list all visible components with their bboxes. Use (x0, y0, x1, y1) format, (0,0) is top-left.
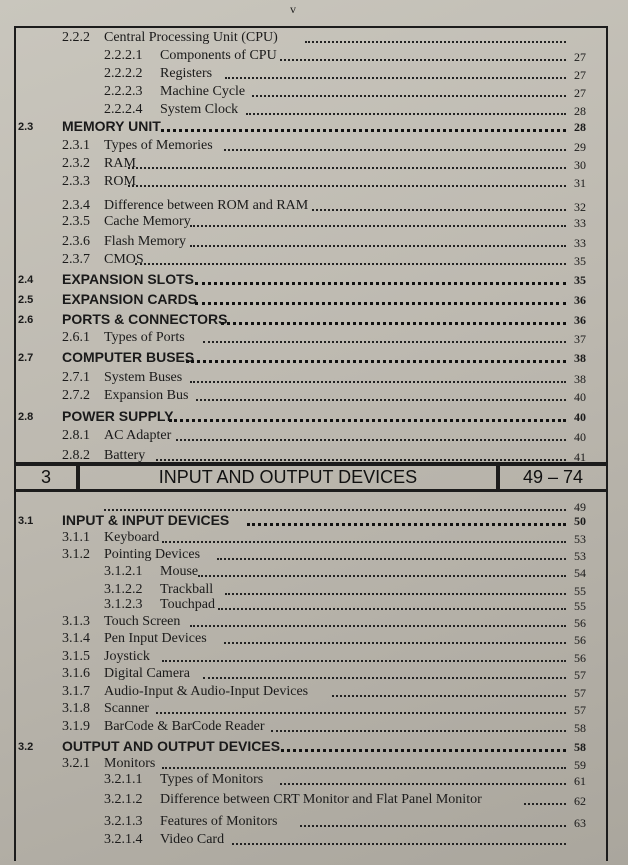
toc-leader-dots (196, 399, 566, 401)
toc-row (0, 370, 628, 390)
toc-leader-dots (195, 282, 566, 285)
toc-row (0, 48, 628, 68)
toc-entry-number: 2.2.2.3 (104, 84, 143, 99)
toc-entry-number: 2.6.1 (62, 330, 90, 345)
toc-entry-number: 2.3.2 (62, 156, 90, 171)
toc-row (0, 388, 628, 408)
toc-entry-title: Video Card (160, 832, 225, 847)
toc-entry-title: Trackball (160, 582, 214, 597)
toc-leader-dots (190, 381, 566, 383)
toc-page-number: 59 (574, 758, 586, 772)
toc-page-number: 56 (574, 616, 586, 630)
toc-section-number: 3.2 (18, 741, 34, 753)
toc-leader-dots (280, 59, 566, 61)
toc-entry-number: 3.1.2 (62, 547, 90, 562)
toc-entry-number: 2.2.2.4 (104, 102, 143, 117)
toc-page-number: 54 (574, 566, 586, 580)
toc-leader-dots (128, 185, 566, 187)
toc-row (0, 291, 628, 311)
toc-leader-dots (162, 660, 566, 662)
toc-entry-title: Machine Cycle (160, 84, 246, 99)
toc-page-number: 37 (574, 332, 586, 346)
toc-leader-dots (281, 749, 566, 752)
toc-page-number: 36 (574, 293, 586, 307)
toc-entry-number: 2.7.2 (62, 388, 90, 403)
toc-row (0, 214, 628, 234)
toc-entry-number: 2.3.4 (62, 198, 90, 213)
page-roman-number: v (290, 2, 296, 16)
toc-row (0, 252, 628, 272)
toc-row (0, 330, 628, 350)
toc-leader-dots (224, 642, 566, 644)
toc-entry-number: 2.3.5 (62, 214, 90, 229)
toc-entry-number: 2.3.1 (62, 138, 90, 153)
toc-entry-title: Monitors (104, 756, 156, 771)
toc-row (0, 174, 628, 194)
toc-entry-title: Keyboard (104, 530, 160, 545)
toc-page-number: 62 (574, 794, 586, 808)
toc-entry-number: 2.8.2 (62, 448, 90, 463)
toc-leader-dots (225, 77, 566, 79)
toc-leader-dots (135, 263, 566, 265)
toc-row (0, 311, 628, 331)
toc-row (0, 814, 628, 834)
toc-page-number: 30 (574, 158, 586, 172)
toc-row (0, 156, 628, 176)
toc-entry-number: 2.2.2.1 (104, 48, 143, 63)
toc-entry-number: 3.2.1.2 (104, 792, 143, 807)
toc-entry-title: Digital Camera (104, 666, 190, 681)
toc-leader-dots (203, 677, 566, 679)
toc-leader-dots (247, 523, 566, 526)
toc-row (0, 428, 628, 448)
toc-page-number: 58 (574, 740, 586, 754)
toc-row (0, 512, 628, 532)
toc-entry-number: 3.1.4 (62, 631, 90, 646)
toc-page-number: 31 (574, 176, 586, 190)
toc-leader-dots (300, 825, 566, 827)
toc-section-number: 2.7 (18, 352, 34, 364)
toc-entry-number: 3.1.1 (62, 530, 90, 545)
toc-page-number: 28 (574, 120, 586, 134)
toc-row (0, 564, 628, 584)
toc-leader-dots (190, 225, 566, 227)
toc-entry-number: 3.1.2.1 (104, 564, 143, 579)
toc-entry-number: 3.1.8 (62, 701, 90, 716)
toc-entry-title: Mouse (160, 564, 199, 579)
toc-page-number: 27 (574, 50, 586, 64)
toc-row (0, 738, 628, 758)
toc-row (0, 666, 628, 686)
toc-entry-number: 3.1.9 (62, 719, 90, 734)
toc-page-number: 32 (574, 200, 586, 214)
toc-section-number: 2.5 (18, 294, 34, 306)
toc-page-number: 49 (574, 500, 586, 514)
toc-leader-dots (221, 322, 566, 325)
toc-section-number: 3.1 (18, 515, 34, 527)
toc-entry-number: 2.3.3 (62, 174, 90, 189)
toc-page-number: 41 (574, 450, 586, 464)
toc-section-number: 2.6 (18, 314, 34, 326)
toc-section-number: 2.8 (18, 411, 34, 423)
toc-entry-title: Components of CPU (160, 48, 277, 63)
toc-leader-dots (246, 113, 566, 115)
toc-leader-dots (198, 575, 566, 577)
toc-leader-dots (252, 95, 566, 97)
toc-entry-number: 3.1.2.2 (104, 582, 143, 597)
toc-leader-dots (162, 767, 566, 769)
toc-entry-number: 3.2.1.3 (104, 814, 143, 829)
toc-entry-title: Types of Monitors (160, 772, 264, 787)
toc-page-number: 27 (574, 86, 586, 100)
toc-entry-number: 2.3.6 (62, 234, 90, 249)
toc-page-number: 35 (574, 254, 586, 268)
toc-entry-number: 3.1.7 (62, 684, 90, 699)
toc-section-title: OUTPUT AND OUTPUT DEVICES (62, 738, 281, 754)
toc-page-number: 33 (574, 216, 586, 230)
toc-page-number: 28 (574, 104, 586, 118)
toc-entry-title: Difference between ROM and RAM (104, 198, 309, 213)
toc-row (0, 349, 628, 369)
toc-page-number: 40 (574, 410, 586, 424)
toc-row (0, 701, 628, 721)
toc-entry-title: Touchpad (160, 597, 216, 612)
toc-page-number: 40 (574, 430, 586, 444)
toc-leader-dots (305, 41, 566, 43)
toc-entry-number: 3.2.1.1 (104, 772, 143, 787)
toc-entry-title: ROM (104, 174, 136, 189)
toc-section-title: COMPUTER BUSES (62, 349, 195, 365)
toc-leader-dots (218, 608, 566, 610)
toc-entry-number: 2.3.7 (62, 252, 90, 267)
toc-row (0, 271, 628, 291)
toc-row (0, 719, 628, 739)
toc-row (0, 631, 628, 651)
toc-page-number: 38 (574, 351, 586, 365)
toc-page-number: 40 (574, 390, 586, 404)
toc-entry-number: 2.8.1 (62, 428, 90, 443)
toc-leader-dots (104, 509, 566, 511)
toc-section-title: MEMORY UNIT (62, 118, 161, 134)
toc-leader-dots (156, 712, 566, 714)
toc-entry-number: 3.1.2.3 (104, 597, 143, 612)
toc-entry-title: Scanner (104, 701, 150, 716)
toc-page-number: 56 (574, 651, 586, 665)
toc-page-number: 63 (574, 816, 586, 830)
toc-entry-title: Pointing Devices (104, 547, 201, 562)
toc-entry-title: Types of Ports (104, 330, 185, 345)
toc-section-title: POWER SUPPLY (62, 408, 174, 424)
toc-entry-title: Expansion Bus (104, 388, 189, 403)
toc-row (0, 118, 628, 138)
toc-row (0, 84, 628, 104)
toc-row (0, 792, 628, 812)
toc-row (0, 138, 628, 158)
toc-entry-title: Battery (104, 448, 146, 463)
toc-row (0, 448, 628, 468)
toc-page-number: 57 (574, 668, 586, 682)
toc-section-title: PORTS & CONNECTORS (62, 311, 228, 327)
toc-entry-title: System Buses (104, 370, 183, 385)
toc-leader-dots (190, 625, 566, 627)
toc-entry-title: Pen Input Devices (104, 631, 207, 646)
toc-leader-dots (332, 695, 566, 697)
toc-page-number: 56 (574, 633, 586, 647)
toc-page-number: 53 (574, 549, 586, 563)
toc-section-title: EXPANSION SLOTS (62, 271, 194, 287)
toc-row (0, 832, 628, 852)
toc-section-title: EXPANSION CARDS (62, 291, 198, 307)
toc-page-number: 38 (574, 372, 586, 386)
toc-page-number: 58 (574, 721, 586, 735)
toc-leader-dots (203, 341, 566, 343)
toc-entry-number: 3.2.1.4 (104, 832, 143, 847)
toc-row (0, 66, 628, 86)
toc-entry-title: CMOS (104, 252, 144, 267)
toc-section-number: 2.3 (18, 121, 34, 133)
toc-leader-dots (161, 129, 566, 132)
toc-entry-title: System Clock (160, 102, 239, 117)
toc-page-number: 35 (574, 273, 586, 287)
toc-leader-dots (186, 360, 566, 363)
toc-page-number: 36 (574, 313, 586, 327)
toc-entry-title: Flash Memory (104, 234, 187, 249)
toc-page-number: 29 (574, 140, 586, 154)
toc-entry-title: Central Processing Unit (CPU) (104, 30, 278, 45)
toc-page-number: 33 (574, 236, 586, 250)
toc-row (0, 772, 628, 792)
toc-section-number: 2.4 (18, 274, 34, 286)
chapter-number: 3 (14, 462, 78, 492)
toc-entry-number: 3.1.6 (62, 666, 90, 681)
toc-page-number: 57 (574, 686, 586, 700)
chapter-page-range: 49 – 74 (498, 462, 608, 492)
toc-leader-dots (232, 843, 566, 845)
toc-page-number: 57 (574, 703, 586, 717)
toc-leader-dots (225, 593, 566, 595)
toc-entry-title: Joystick (104, 649, 150, 664)
toc-leader-dots (176, 439, 566, 441)
toc-page-number: 55 (574, 584, 586, 598)
toc-leader-dots (280, 783, 566, 785)
toc-entry-title: Cache Memory (104, 214, 191, 229)
toc-entry-title: Types of Memories (104, 138, 213, 153)
toc-entry-title: Difference between CRT Monitor and Flat Panel Monitor (160, 792, 482, 807)
toc-row (0, 234, 628, 254)
toc-leader-dots (224, 149, 566, 151)
toc-leader-dots (162, 541, 566, 543)
toc-leader-dots (312, 209, 566, 211)
toc-entry-title: Registers (160, 66, 213, 81)
toc-entry-number: 3.1.5 (62, 649, 90, 664)
toc-page-number: 27 (574, 68, 586, 82)
toc-entry-title: RAM (104, 156, 136, 171)
toc-row (0, 30, 628, 50)
toc-row (0, 408, 628, 428)
toc-page-number: 61 (574, 774, 586, 788)
toc-entry-number: 2.2.2.2 (104, 66, 143, 81)
toc-leader-dots (156, 459, 566, 461)
toc-leader-dots (128, 167, 566, 169)
toc-section-title: INPUT & INPUT DEVICES (62, 512, 230, 528)
toc-entry-title: Features of Monitors (160, 814, 278, 829)
toc-leader-dots (169, 419, 566, 422)
toc-entry-title: AC Adapter (104, 428, 172, 443)
chapter-title: INPUT AND OUTPUT DEVICES (78, 462, 498, 492)
toc-entry-number: 2.2.2 (62, 30, 90, 45)
toc-entry-number: 3.1.3 (62, 614, 90, 629)
toc-entry-title: Touch Screen (104, 614, 181, 629)
toc-leader-dots (217, 558, 566, 560)
toc-page-number: 50 (574, 514, 586, 528)
toc-entry-number: 2.7.1 (62, 370, 90, 385)
toc-leader-dots (271, 730, 566, 732)
toc-entry-title: Audio-Input & Audio-Input Devices (104, 684, 309, 699)
toc-entry-number: 3.2.1 (62, 756, 90, 771)
toc-leader-dots (190, 245, 566, 247)
toc-entry-title: BarCode & BarCode Reader (104, 719, 265, 734)
toc-page-number: 55 (574, 599, 586, 613)
toc-page-number: 53 (574, 532, 586, 546)
toc-leader-dots (195, 302, 566, 305)
